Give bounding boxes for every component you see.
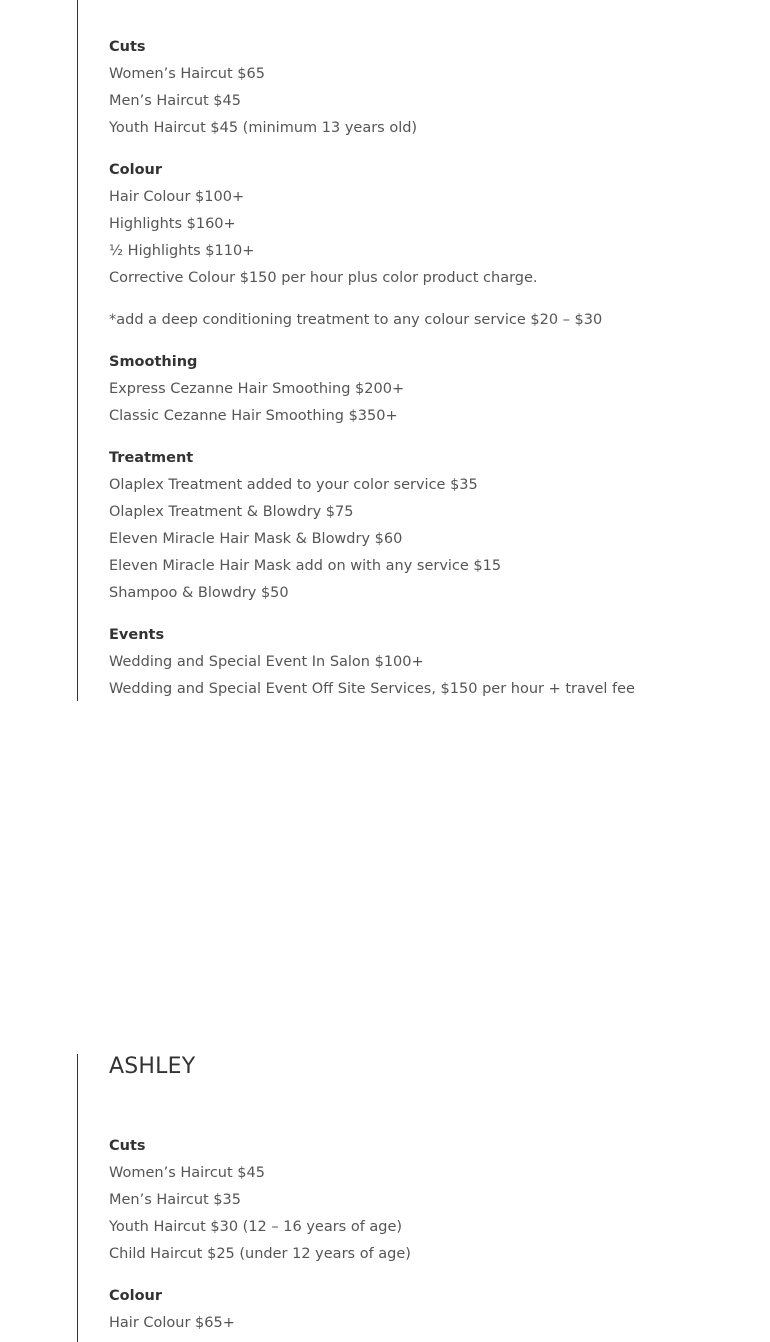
stylist-price-block [77,0,759,701]
price-item: Olaplex Treatment & Blowdry $75 [109,504,354,520]
stylist-name: ASHLEY [109,1054,196,1079]
section-smoothing [109,349,759,430]
price-item: Highlights $160+ [109,216,236,232]
price-item: Youth Haircut $45 (minimum 13 years old) [109,120,418,136]
section-cuts [109,34,759,142]
price-item: Eleven Miracle Hair Mask & Blowdry $60 [109,531,403,547]
price-item: Olaplex Treatment added to your color service $35 [109,477,478,493]
price-item: Women’s Haircut $65 [109,66,265,82]
section-title: Colour [109,1288,163,1304]
price-item: Child Haircut $25 (under 12 years of age) [109,1246,411,1262]
section-title: Treatment [109,450,194,466]
section-events [109,622,759,703]
price-list [78,1054,759,1337]
price-item: Express Cezanne Hair Smoothing $200+ [109,381,405,397]
section-title: Colour [109,162,163,178]
section-colour [109,1283,759,1337]
price-item: Men’s Haircut $35 [109,1192,241,1208]
section-title: Events [109,627,165,643]
price-item: Women’s Haircut $45 [109,1165,265,1181]
price-item: Wedding and Special Event In Salon $100+ [109,654,424,670]
price-item: ½ Highlights $110+ [109,243,255,259]
price-list [78,0,759,703]
section-title: Cuts [109,39,146,55]
price-item: Corrective Colour $150 per hour plus color product charge. [109,270,538,286]
price-item: Hair Colour $65+ [109,1315,235,1331]
section-title: Smoothing [109,354,198,370]
section-cuts [109,1133,759,1268]
colour-note: *add a deep conditioning treatment to any colour service $20 – $30 [109,312,603,328]
price-item: Hair Colour $100+ [109,189,245,205]
price-item: Shampoo & Blowdry $50 [109,585,289,601]
section-treatment [109,445,759,607]
section-colour [109,157,759,292]
price-item: Youth Haircut $30 (12 – 16 years of age) [109,1219,403,1235]
price-item: Wedding and Special Event Off Site Services, $150 per hour + travel fee [109,681,635,697]
stylist-price-block-ashley [77,1054,759,1342]
price-item: Eleven Miracle Hair Mask add on with any service $15 [109,558,502,574]
price-item: Classic Cezanne Hair Smoothing $350+ [109,408,398,424]
section-title: Cuts [109,1138,146,1154]
price-item: Men’s Haircut $45 [109,93,241,109]
